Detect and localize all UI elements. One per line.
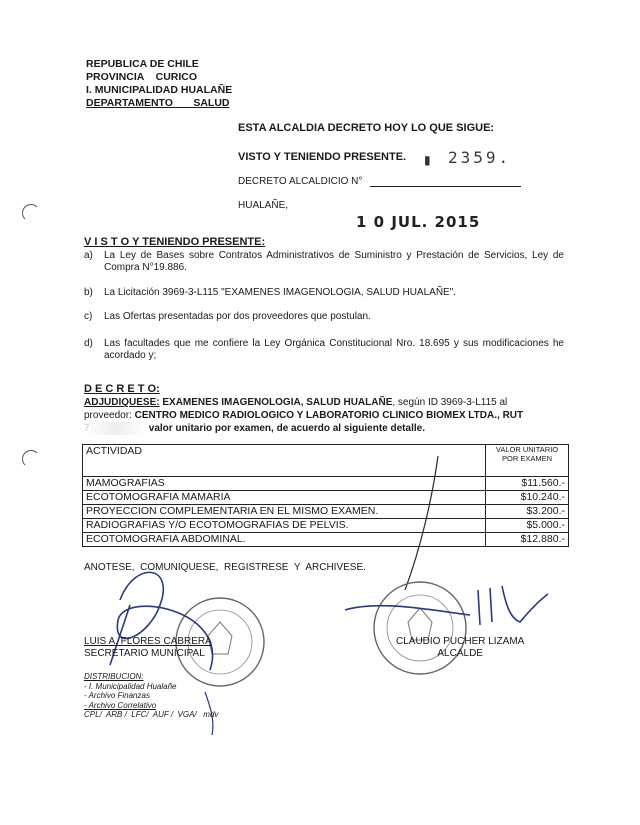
visto-item-d	[84, 338, 564, 362]
adjudiquese-after: , según ID 3969-3-L115 al	[392, 397, 508, 408]
visto-item-b	[84, 287, 564, 299]
visto-item-a	[84, 250, 564, 274]
decreto-paragraph	[84, 396, 566, 435]
letterhead-province: PROVINCIA CURICO	[86, 71, 198, 83]
stamp-mark-icon: ▮	[424, 153, 431, 167]
header-actividad: ACTIVIDAD	[83, 445, 486, 477]
visto-item-text: Las facultades que me confiere la Ley Orgánica Constitucional Nro. 18.695 y sus modificaciones he acordado y;	[104, 338, 564, 361]
redacted-rut: 7	[84, 422, 146, 435]
decree-number-stamp: 2359.	[448, 148, 512, 167]
right-seal-icon	[374, 582, 466, 674]
cell-actividad: MAMOGRAFIAS	[83, 477, 486, 491]
adjudiquese-label: ADJUDIQUESE:	[84, 397, 160, 408]
right-signer-title: ALCALDE	[437, 648, 483, 659]
cell-valor: $3.200.-	[486, 505, 569, 519]
visto-item-letter: a)	[84, 250, 93, 261]
distribution-item: - Archivo Correlativo	[84, 700, 157, 710]
proveedor-line	[84, 409, 566, 422]
adjudiquese-line	[84, 396, 566, 409]
visto-item-text: La Ley de Bases sobre Contratos Administrativos de Suministro y Prestación de Servicios, Ley de Compra N°19.886.	[104, 250, 564, 273]
cell-actividad: ECOTOMOGRAFIA MAMARIA	[83, 491, 486, 505]
letterhead	[86, 58, 232, 110]
left-signer-name: LUIS A. FLORES CABRERA	[84, 636, 212, 647]
cell-actividad: PROYECCION COMPLEMENTARIA EN EL MISMO EXAMEN.	[83, 505, 486, 519]
alcaldia-statement: ESTA ALCALDIA DECRETO HOY LO QUE SIGUE:	[238, 122, 495, 134]
visto-item-text: La Licitación 3969-3-L115 "EXAMENES IMAGENOLOGIA, SALUD HUALAÑE".	[104, 287, 457, 298]
cell-valor: $12.880.-	[486, 533, 569, 547]
visto-item-letter: d)	[84, 338, 93, 349]
place-label: HUALAÑE,	[238, 200, 289, 211]
visto-heading: V I S T O Y TENIENDO PRESENTE:	[84, 236, 266, 248]
distribution-block	[84, 672, 218, 720]
right-signer-name: CLAUDIO PUCHER LIZAMA	[396, 636, 525, 647]
date-stamp: 1 0 JUL. 2015	[356, 213, 481, 231]
cell-actividad: RADIOGRAFIAS Y/O ECOTOMOGRAFIAS DE PELVIS.	[83, 519, 486, 533]
decreto-number-line	[370, 186, 521, 187]
valor-line	[84, 422, 566, 435]
pen-stroke-diagonal	[405, 456, 438, 590]
decreto-label: DECRETO ALCALDICIO N°	[238, 176, 363, 187]
visto-item-text: Las Ofertas presentadas por dos proveedores que postulan.	[104, 311, 371, 322]
distribution-heading: DISTRIBUCION:	[84, 672, 144, 681]
distribution-item: - Archivo Finanzas	[84, 691, 150, 700]
letterhead-country: REPUBLICA DE CHILE	[86, 58, 199, 70]
visto-line: VISTO Y TENIENDO PRESENTE.	[238, 151, 407, 163]
visto-item-letter: b)	[84, 287, 93, 298]
visto-item-letter: c)	[84, 311, 93, 322]
adjudiquese-text: EXAMENES IMAGENOLOGIA, SALUD HUALAÑE	[162, 397, 393, 408]
left-signature-block	[84, 636, 212, 660]
decreto-heading: D E C R E T O:	[84, 383, 160, 395]
letterhead-department: DEPARTAMENTO SALUD	[86, 97, 230, 109]
letterhead-municipality: I. MUNICIPALIDAD HUALAÑE	[86, 84, 233, 96]
distribution-item: - I. Municipalidad Hualañe	[84, 681, 177, 691]
proveedor-name: CENTRO MEDICO RADIOLOGICO Y LABORATORIO CLINICO BIOMEX LTDA., RUT	[134, 410, 524, 421]
valor-text: valor unitario por examen, de acuerdo al siguiente detalle.	[148, 423, 425, 434]
header-valor: VALOR UNITARIO POR EXAMEN	[486, 445, 569, 477]
left-signer-title: SECRETARIO MUNICIPAL	[84, 648, 205, 659]
cell-valor: $10.240.-	[486, 491, 569, 505]
cell-actividad: ECOTOMOGRAFIA ABDOMINAL.	[83, 533, 486, 547]
visto-item-c	[84, 311, 564, 323]
punch-hole-top	[22, 204, 40, 222]
distribution-initials: CPL/ ARB / LFC/ AUF / VGA/ mdv	[84, 710, 219, 719]
right-signature-block	[396, 636, 524, 660]
cell-valor: $11.560.-	[486, 477, 569, 491]
cell-valor: $5.000.-	[486, 519, 569, 533]
closing-line: ANOTESE, COMUNIQUESE, REGISTRESE Y ARCHIVESE.	[84, 562, 366, 573]
proveedor-label: proveedor:	[84, 410, 132, 421]
